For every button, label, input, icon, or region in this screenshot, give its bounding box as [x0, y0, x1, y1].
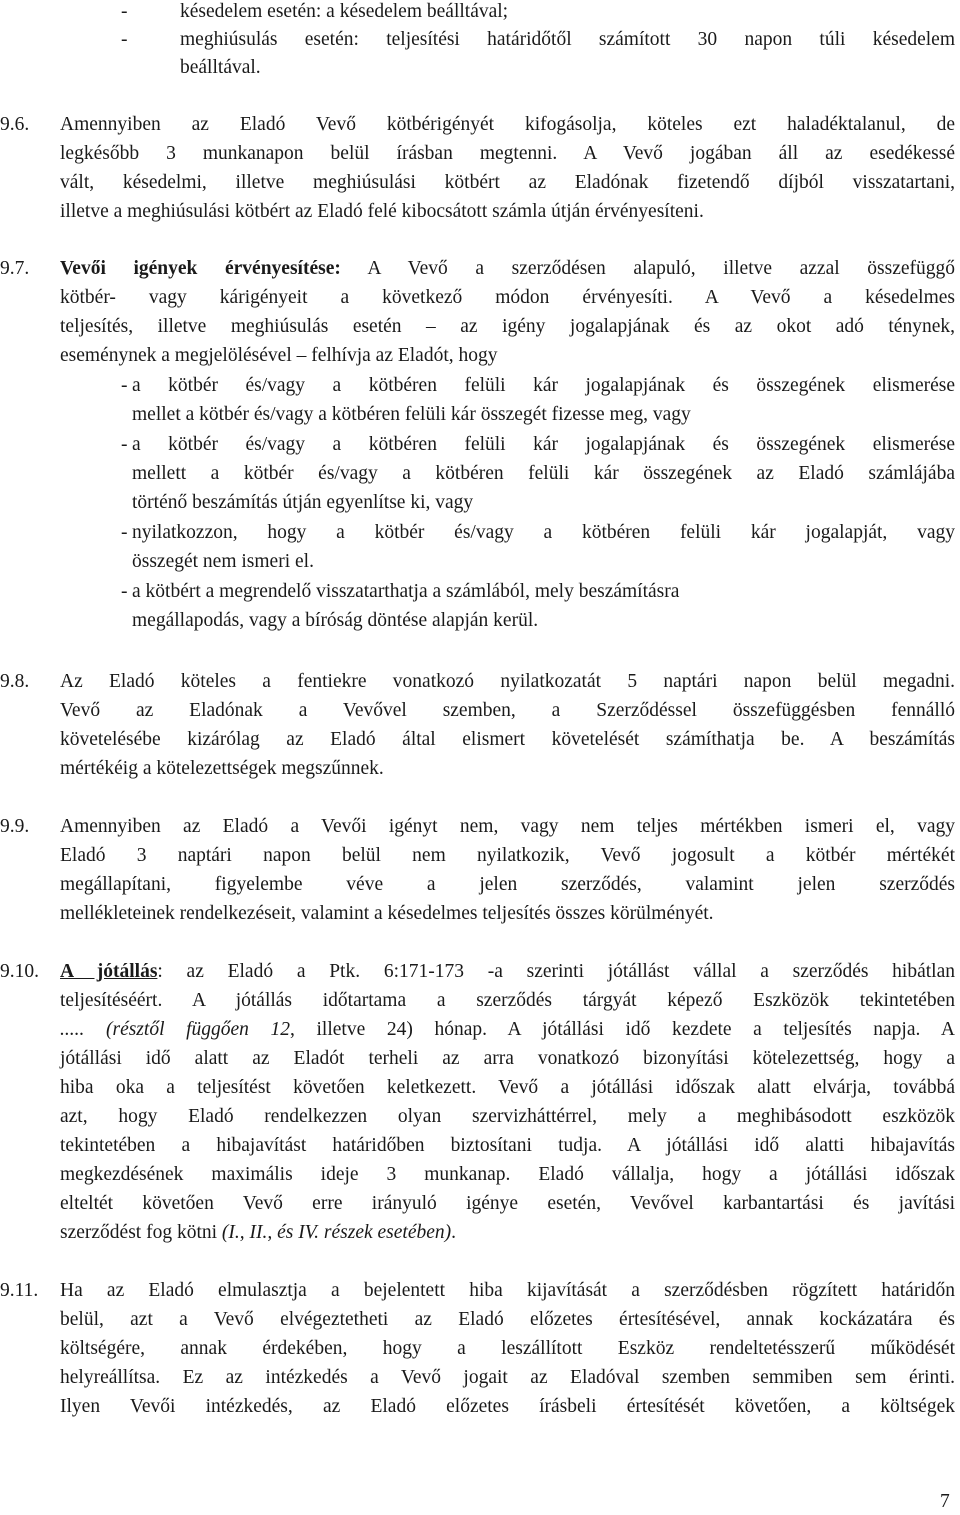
- paragraph-line: azt, hogy Eladó rendelkezzen olyan szervizháttérrel, mely a meghibásodott eszközök: [60, 1106, 955, 1127]
- paragraph-line: mértékéig a kötelezettségek megszűnnek.: [60, 758, 384, 779]
- paragraph-line: Az Eladó köteles a fentiekre vonatkozó nyilatkozatát 5 naptári napon belül megadni.: [60, 671, 955, 692]
- list-item-text: mellet a kötbér és/vagy a kötbéren felüli kár összegét fizesse meg, vagy: [132, 404, 691, 425]
- list-dash: -: [121, 375, 128, 396]
- list-item-text: a kötbért a megrendelő visszatarthatja a számlából, mely beszámításra: [132, 581, 680, 602]
- paragraph-line: megállapítani, figyelembe véve a jelen szerződés, valamint jelen szerződés: [60, 874, 955, 895]
- heading-rest: A Vevő a szerződésen alapuló, illetve azzal összefüggő: [340, 258, 955, 279]
- paragraph-line: [60, 1018, 955, 1042]
- list-item-text: beálltával.: [180, 57, 261, 78]
- heading-rest: : az Eladó a Ptk. 6:171-173 -a szerinti jótállást vállal a szerződés hibátlan: [157, 961, 955, 982]
- list-dash: -: [121, 29, 128, 50]
- paragraph-line: teljesítés, illetve meghiúsulás esetén – az igény jogalapjának és az okot adó ténynek,: [60, 316, 955, 337]
- paragraph-line: tekintetében a hibajavítást határidőben biztosítani tudja. A jótállási idő alatti hibajavítás: [60, 1135, 955, 1156]
- list-dash: -: [121, 522, 128, 543]
- paragraph-line: [60, 1221, 456, 1245]
- paragraph-line: Eladó 3 naptári napon belül nem nyilatkozik, Vevő jogosult a kötbér mértékét: [60, 845, 955, 866]
- paragraph-line: Vevő az Eladónak a Vevővel szemben, a Szerződéssel összefüggésben fennálló: [60, 700, 955, 721]
- list-item-text: a kötbér és/vagy a kötbéren felüli kár jogalapjának és összegének elismerése: [132, 375, 955, 396]
- section-number: 9.9.: [0, 816, 30, 837]
- paragraph-line: hiba oka a teljesítést követően keletkezett. Vevő a jótállási időszak alatt elvárja, továbbá: [60, 1077, 955, 1098]
- list-item-text: mellett a kötbér és/vagy a kötbéren felüli kár összegének az Eladó számlájába: [132, 463, 955, 484]
- list-item-text: meghiúsulás esetén: teljesítési határidőtől számított 30 napon túli késedelem: [180, 29, 955, 50]
- plain-text: szerződést fog kötni: [60, 1222, 222, 1243]
- paragraph-line: Amennyiben az Eladó Vevő kötbérigényét kifogásolja, köteles ezt haladéktalanul, de: [60, 114, 955, 135]
- paragraph-line: jótállási idő alatt az Eladót terheli az arra vonatkozó bizonyítási kötelezettség, hogy a: [60, 1048, 955, 1069]
- paragraph-line: követelésébe kizárólag az Eladó által elismert követelését számíthatja be. A beszámítás: [60, 729, 955, 750]
- list-item-text: a kötbér és/vagy a kötbéren felüli kár jogalapjának és összegének elismerése: [132, 434, 955, 455]
- section-heading: Vevői igények érvényesítése:: [60, 258, 341, 279]
- list-dash: -: [121, 434, 128, 455]
- paragraph-line: belül, azt a Vevő elvégeztetheti az Eladó előzetes értesítésével, annak kockázatára és: [60, 1309, 955, 1330]
- paragraph-line: legkésőbb 3 munkanapon belül írásban megtenni. A Vevő jogában áll az esedékessé: [60, 143, 955, 164]
- list-dash: -: [121, 581, 128, 602]
- paragraph-line: [60, 257, 955, 281]
- section-number: 9.10.: [0, 961, 39, 982]
- paragraph-line: költségére, annak érdekében, hogy a leszállított Eszköz rendeltetésszerű működését: [60, 1338, 955, 1359]
- paragraph-line: Amennyiben az Eladó a Vevői igényt nem, vagy nem teljes mértékben ismeri el, vagy: [60, 816, 955, 837]
- list-item-text: történő beszámítás útján egyenlítse ki, vagy: [132, 492, 474, 513]
- list-item-text: összegét nem ismeri el.: [132, 551, 314, 572]
- paragraph-line: vált, késedelmi, illetve meghiúsulási kötbért az Eladónak fizetendő díjból visszatartani,: [60, 172, 955, 193]
- paragraph-line: kötbér- vagy kárigényeit a következő módon érvényesíti. A Vevő a késedelmes: [60, 287, 955, 308]
- section-number: 9.7.: [0, 258, 30, 279]
- plain-text: .: [451, 1222, 457, 1243]
- section-number: 9.11.: [0, 1280, 39, 1301]
- paragraph-line: elteltét követően Vevő erre irányuló igénye esetén, Vevővel karbantartási és javítási: [60, 1193, 955, 1214]
- list-item-text: megállapodás, vagy a bíróság döntése alapján kerül.: [132, 610, 539, 631]
- paragraph-line: helyreállítsa. Ez az intézkedés a Vevő jogait az Eladóval szemben semmiben sem érinti.: [60, 1367, 955, 1388]
- italic-text: (I., II., és IV. részek esetében): [221, 1222, 452, 1243]
- paragraph-line: megkezdésének maximális ideje 3 munkanap. Eladó vállalja, hogy a jótállási időszak: [60, 1164, 955, 1185]
- paragraph-line: mellékleteinek rendelkezéseit, valamint a késedelmes teljesítés összes körülményét.: [60, 903, 714, 924]
- page-number: 7: [940, 1491, 950, 1512]
- italic-text: ..... (résztől függően 12: [60, 1019, 291, 1040]
- section-number: 9.8.: [0, 671, 30, 692]
- paragraph-line: teljesítéséért. A jótállás időtartama a szerződés tárgyát képező Eszközök tekintetében: [60, 990, 955, 1011]
- section-number: 9.6.: [0, 114, 30, 135]
- paragraph-line: Ha az Eladó elmulasztja a bejelentett hiba kijavítását a szerződésben rögzített határidőn: [60, 1280, 955, 1301]
- list-dash: -: [121, 1, 128, 22]
- paragraph-line: Ilyen Vevői intézkedés, az Eladó előzetes írásbeli értesítését követően, a költségek: [60, 1396, 955, 1417]
- paragraph-line: eseménynek a megjelölésével – felhívja az Eladót, hogy: [60, 345, 498, 366]
- paragraph-line: [60, 960, 955, 984]
- list-item-text: késedelem esetén: a késedelem beálltával;: [180, 1, 509, 22]
- list-item-text: nyilatkozzon, hogy a kötbér és/vagy a kötbéren felüli kár jogalapját, vagy: [132, 522, 955, 543]
- paragraph-line: illetve a meghiúsulási kötbért az Eladó felé kibocsátott számla útján érvényesíteni.: [60, 201, 704, 222]
- section-heading: A jótállás: [60, 961, 158, 982]
- plain-text: , illetve 24) hónap. A jótállási idő kezdete a teljesítés napja. A: [290, 1019, 955, 1040]
